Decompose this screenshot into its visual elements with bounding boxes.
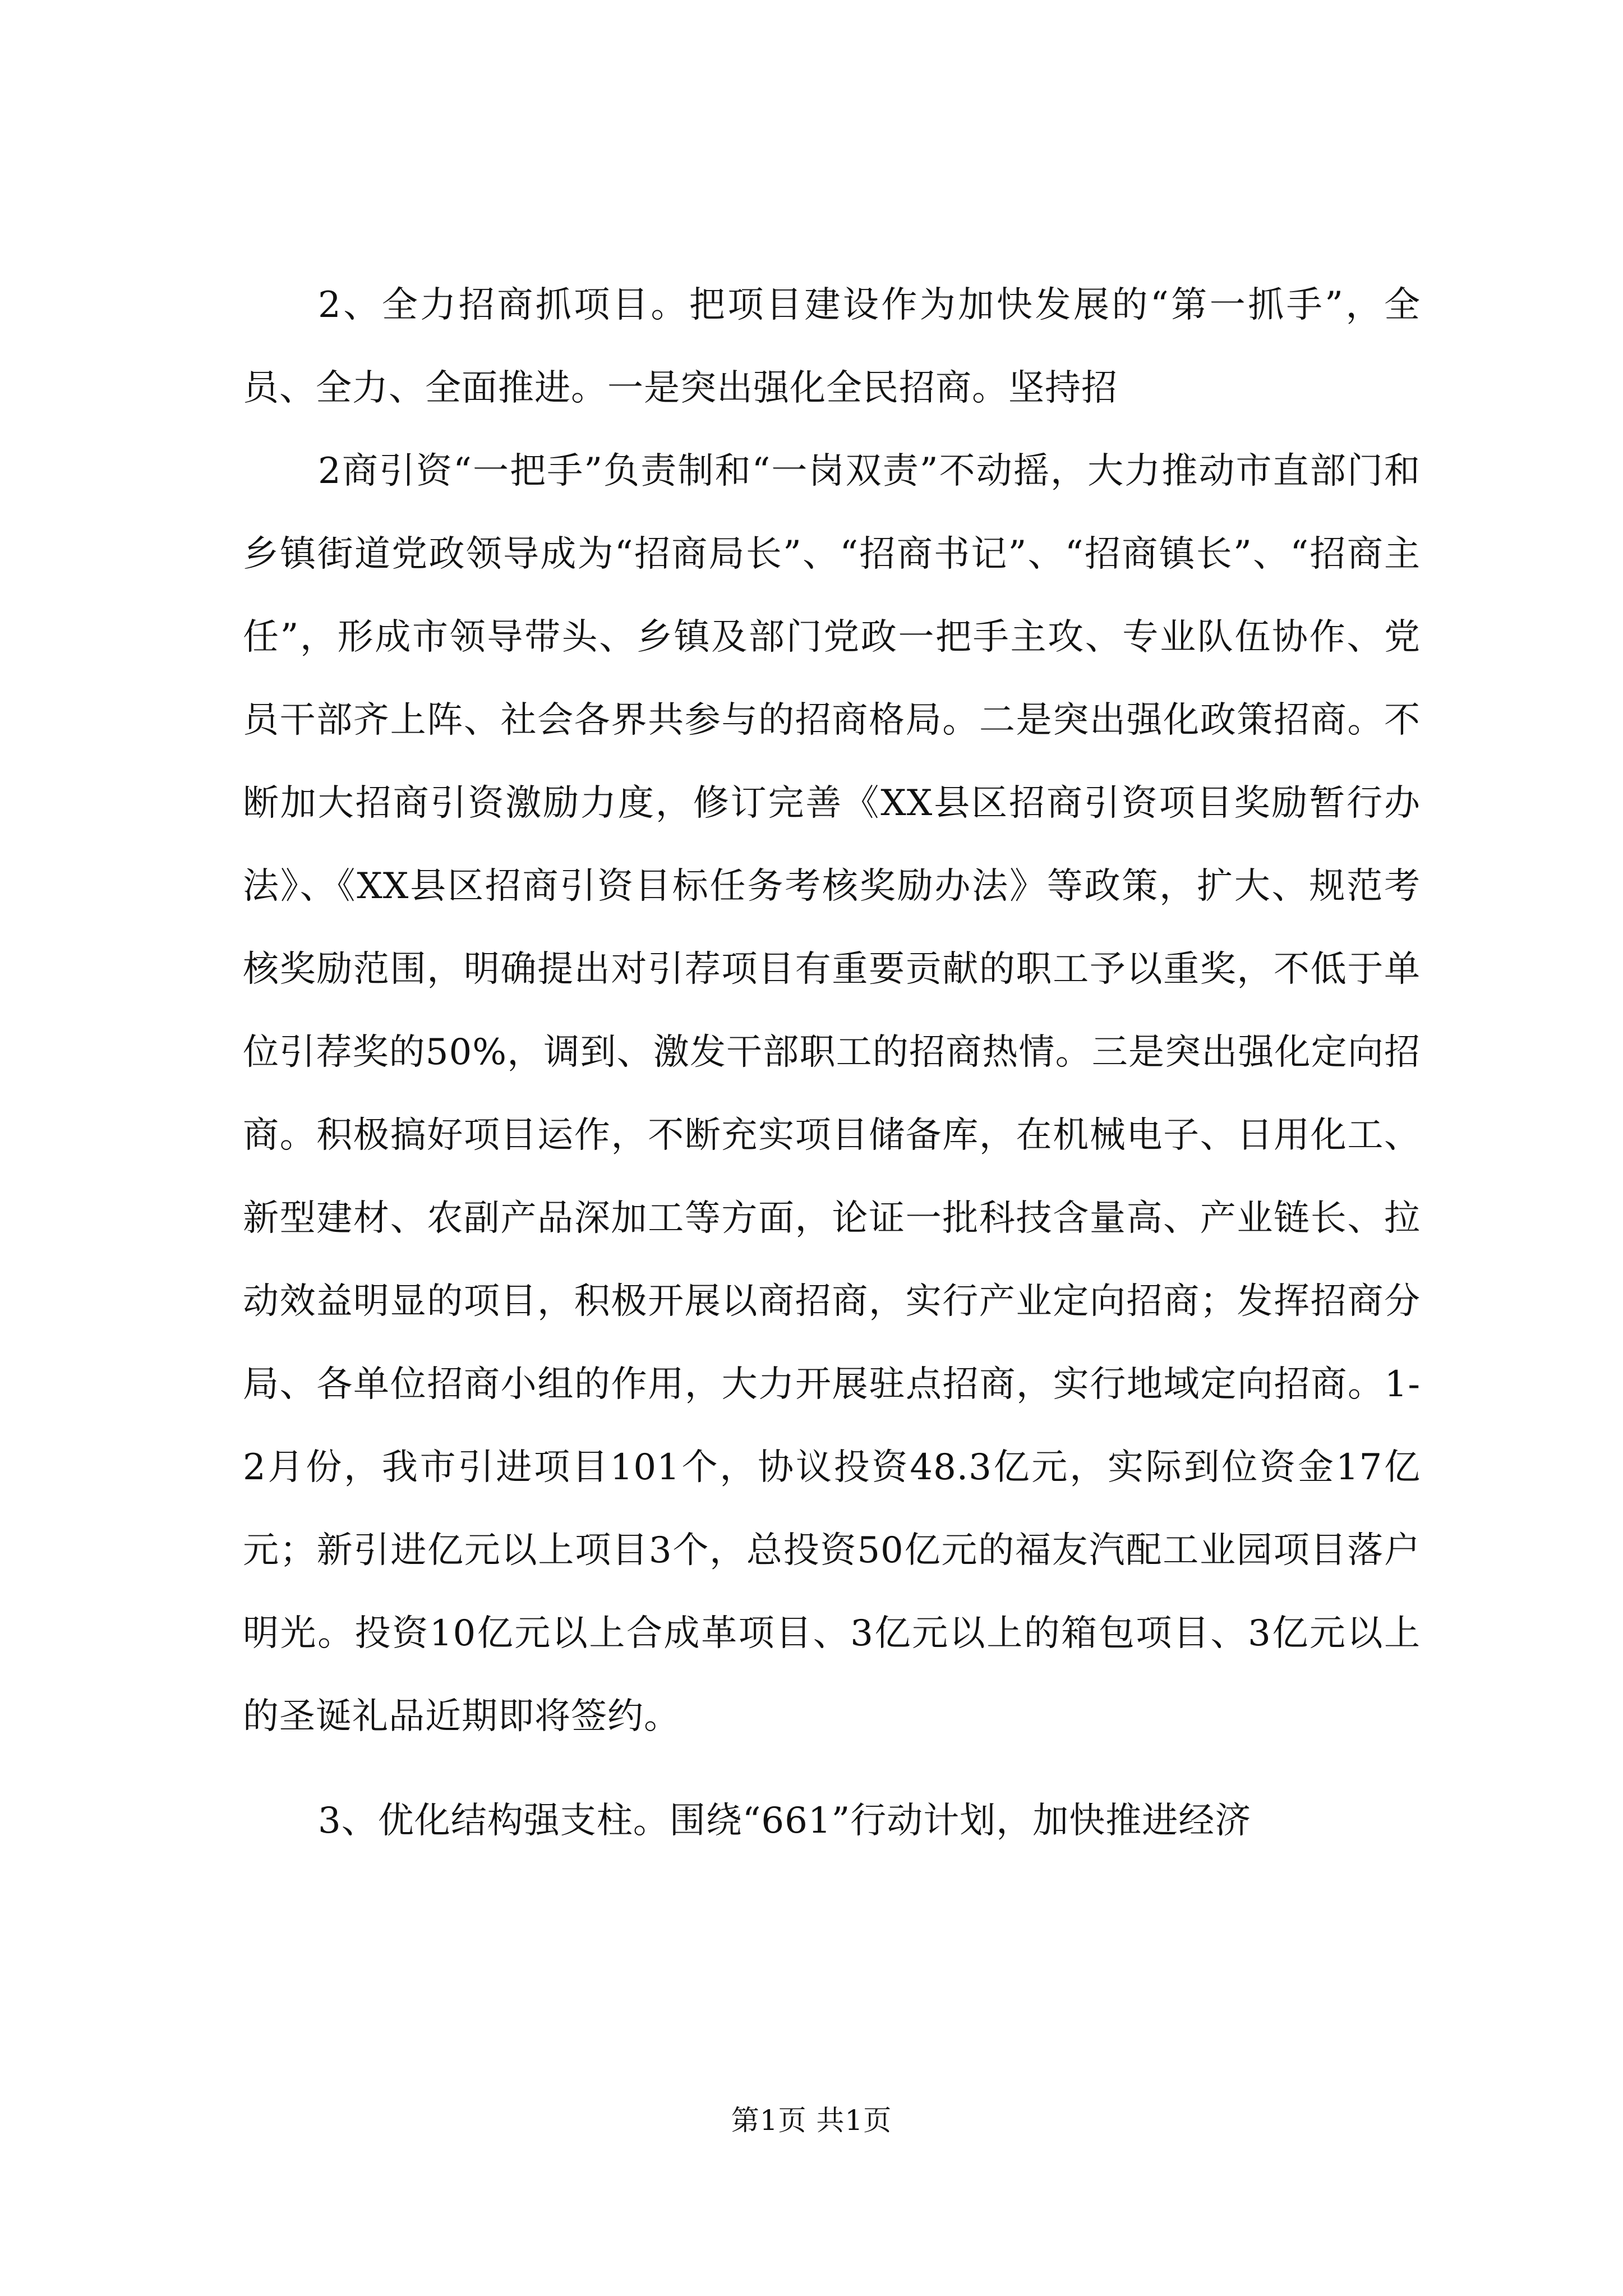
paragraph-investment-details: 2商引资“一把手”负责制和“一岗双责”不动摇，大力推动市直部门和乡镇街道党政领导成为“招商局长”、“招商书记”、“招商镇长”、“招商主任”，形成市领导带头、乡镇及部门党政一把手主攻、专业队伍协作、党员干部齐上阵、社会各界共参与的招商格局。二是突出强化政策招商。不断加大招商引资激励力度，修订完善《XX县区招商引资项目奖励暂行办法》、《XX县区招商引资目标任务考核奖励办法》等政策，扩大、规范考核奖励范围，明确提出对引荐项目有重要贡献的职工予以重奖，不低于单位引荐奖的50%，调到、激发干部职工的招商热情。三是突出强化定向招商。积极搞好项目运作，不断充实项目储备库，在机械电子、日用化工、新型建材、农副产品深加工等方面，论证一批科技含量高、产业链长、拉动效益明显的项目，积极开展以商招商，实行产业定向招商；发挥招商分局、各单位招商小组的作用，大力开展驻点招商，实行地域定向招商。1-2月份，我市引进项目101个，协议投资48.3亿元，实际到位资金17亿元；新引进亿元以上项目3个，总投资50亿元的福友汽配工业园项目落户明光。投资10亿元以上合成革项目、3亿元以上的箱包项目、3亿元以上的圣诞礼品近期即将签约。	[243, 450, 1421, 1737]
page-footer: 第1页 共1页	[731, 2104, 892, 2137]
paragraph-structure-optimization: 3、优化结构强支柱。围绕“661”行动计划，加快推进经济	[318, 1800, 1252, 1842]
paragraph-investment-intro: 2、全力招商抓项目。把项目建设作为加快发展的“第一抓手”，全员、全力、全面推进。一是突出强化全民招商。坚持招	[243, 284, 1421, 409]
document-body	[243, 264, 1421, 1862]
